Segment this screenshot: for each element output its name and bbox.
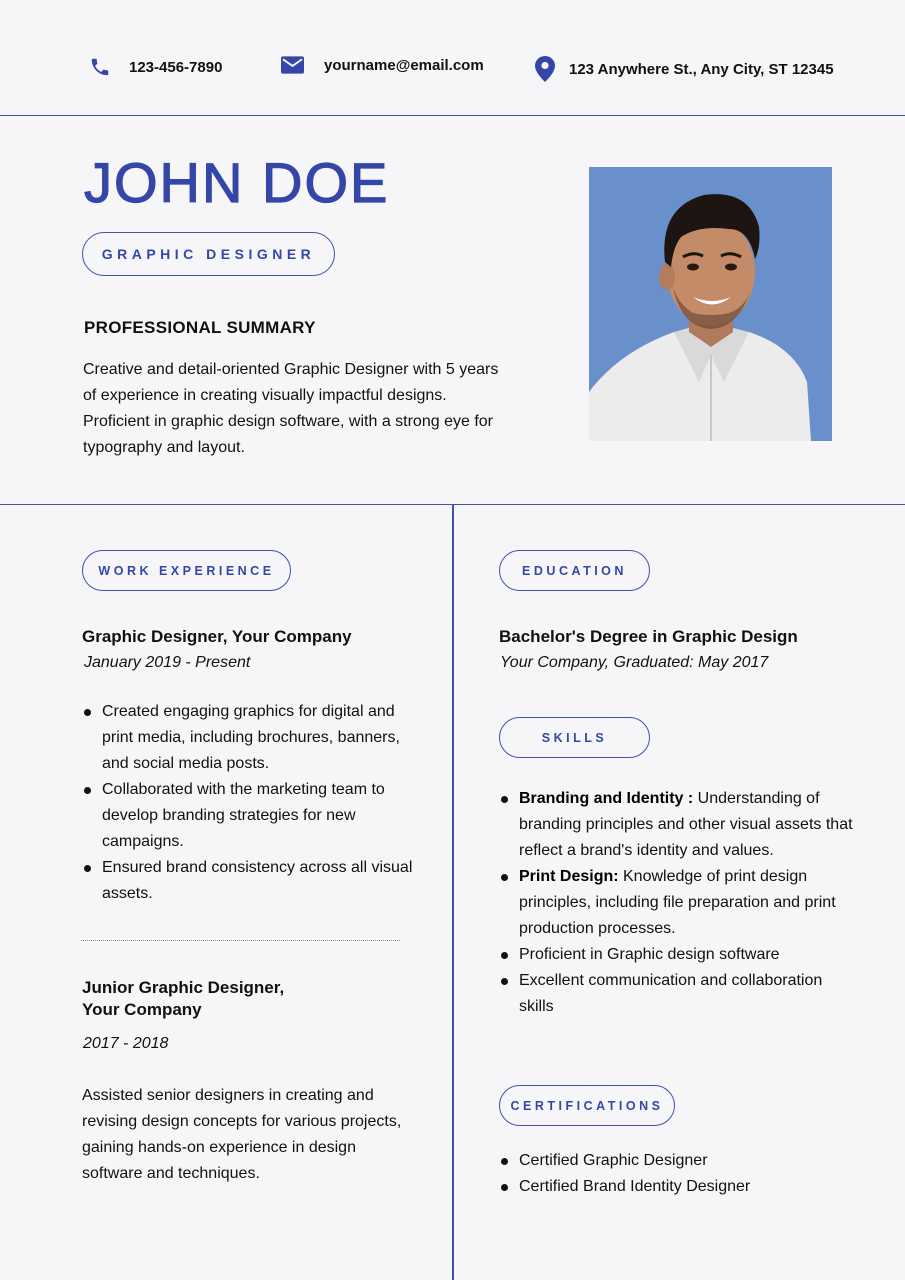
skill-label: Print Design: [519,868,619,885]
phone-icon [89,56,111,78]
job-1-date: January 2019 - Present [84,654,251,671]
list-item [499,968,854,1020]
certifications-list [499,1148,854,1200]
skill-text: Understanding of branding principles and other visual assets that reflect a brand's identity and values. [519,790,853,859]
list-item [499,786,854,864]
summary-text: Creative and detail-oriented Graphic Designer with 5 years of experience in creating visually impactful designs. Proficient in graphic design software, with a strong eye for typography and layout. [83,361,499,456]
job-1-title: Graphic Designer, Your Company [82,627,352,646]
job-2-date: 2017 - 2018 [83,1035,169,1052]
skill-text: Knowledge of print design principles, including file preparation and print production processes. [519,868,836,937]
contact-address[interactable] [535,56,834,82]
job-separator [81,940,400,941]
skills-list [499,786,854,1020]
job-2-title-line2: Your Company [82,1000,202,1019]
phone-text: 123-456-7890 [129,58,223,76]
contact-phone[interactable] [89,56,222,78]
email-icon [281,56,304,74]
skill-text: Excellent communication and collaboration skills [519,972,823,1015]
profile-photo [589,167,832,441]
skill-label: Branding and Identity : [519,790,694,807]
email-text: yourname@email.com [324,56,484,74]
work-experience-heading: WORK EXPERIENCE [82,550,291,591]
list-item: Created engaging graphics for digital and print media, including brochures, banners, and social media posts. [82,699,417,777]
education-heading: EDUCATION [499,550,650,591]
contact-bar [0,0,905,116]
list-item: Collaborated with the marketing team to develop branding strategies for new campaigns. [82,777,417,855]
skill-text: Proficient in Graphic design software [519,946,780,963]
degree-title: Bachelor's Degree in Graphic Design [499,627,798,646]
address-text: 123 Anywhere St., Any City, ST 12345 [569,60,834,78]
skills-heading: SKILLS [499,717,650,758]
job-2-title-line1: Junior Graphic Designer, [82,978,285,997]
job-title-badge: GRAPHIC DESIGNER [82,232,335,276]
column-divider [452,505,454,1280]
list-item [499,864,854,942]
list-item: Certified Graphic Designer [499,1148,854,1174]
list-item [499,942,854,968]
certifications-heading: CERTIFICATIONS [499,1085,675,1126]
contact-email[interactable] [281,56,484,74]
location-icon [535,56,555,82]
list-item: Certified Brand Identity Designer [499,1174,854,1200]
job-2-title [82,977,284,1021]
summary-heading: PROFESSIONAL SUMMARY [84,318,316,337]
list-item: Ensured brand consistency across all visual assets. [82,855,417,907]
person-name: JOHN DOE [84,151,390,214]
job-1-bullets [82,699,417,907]
job-2-description: Assisted senior designers in creating and revising design concepts for various projects, gaining hands-on experience in design software and techniques. [82,1087,402,1182]
degree-detail: Your Company, Graduated: May 2017 [500,654,769,671]
